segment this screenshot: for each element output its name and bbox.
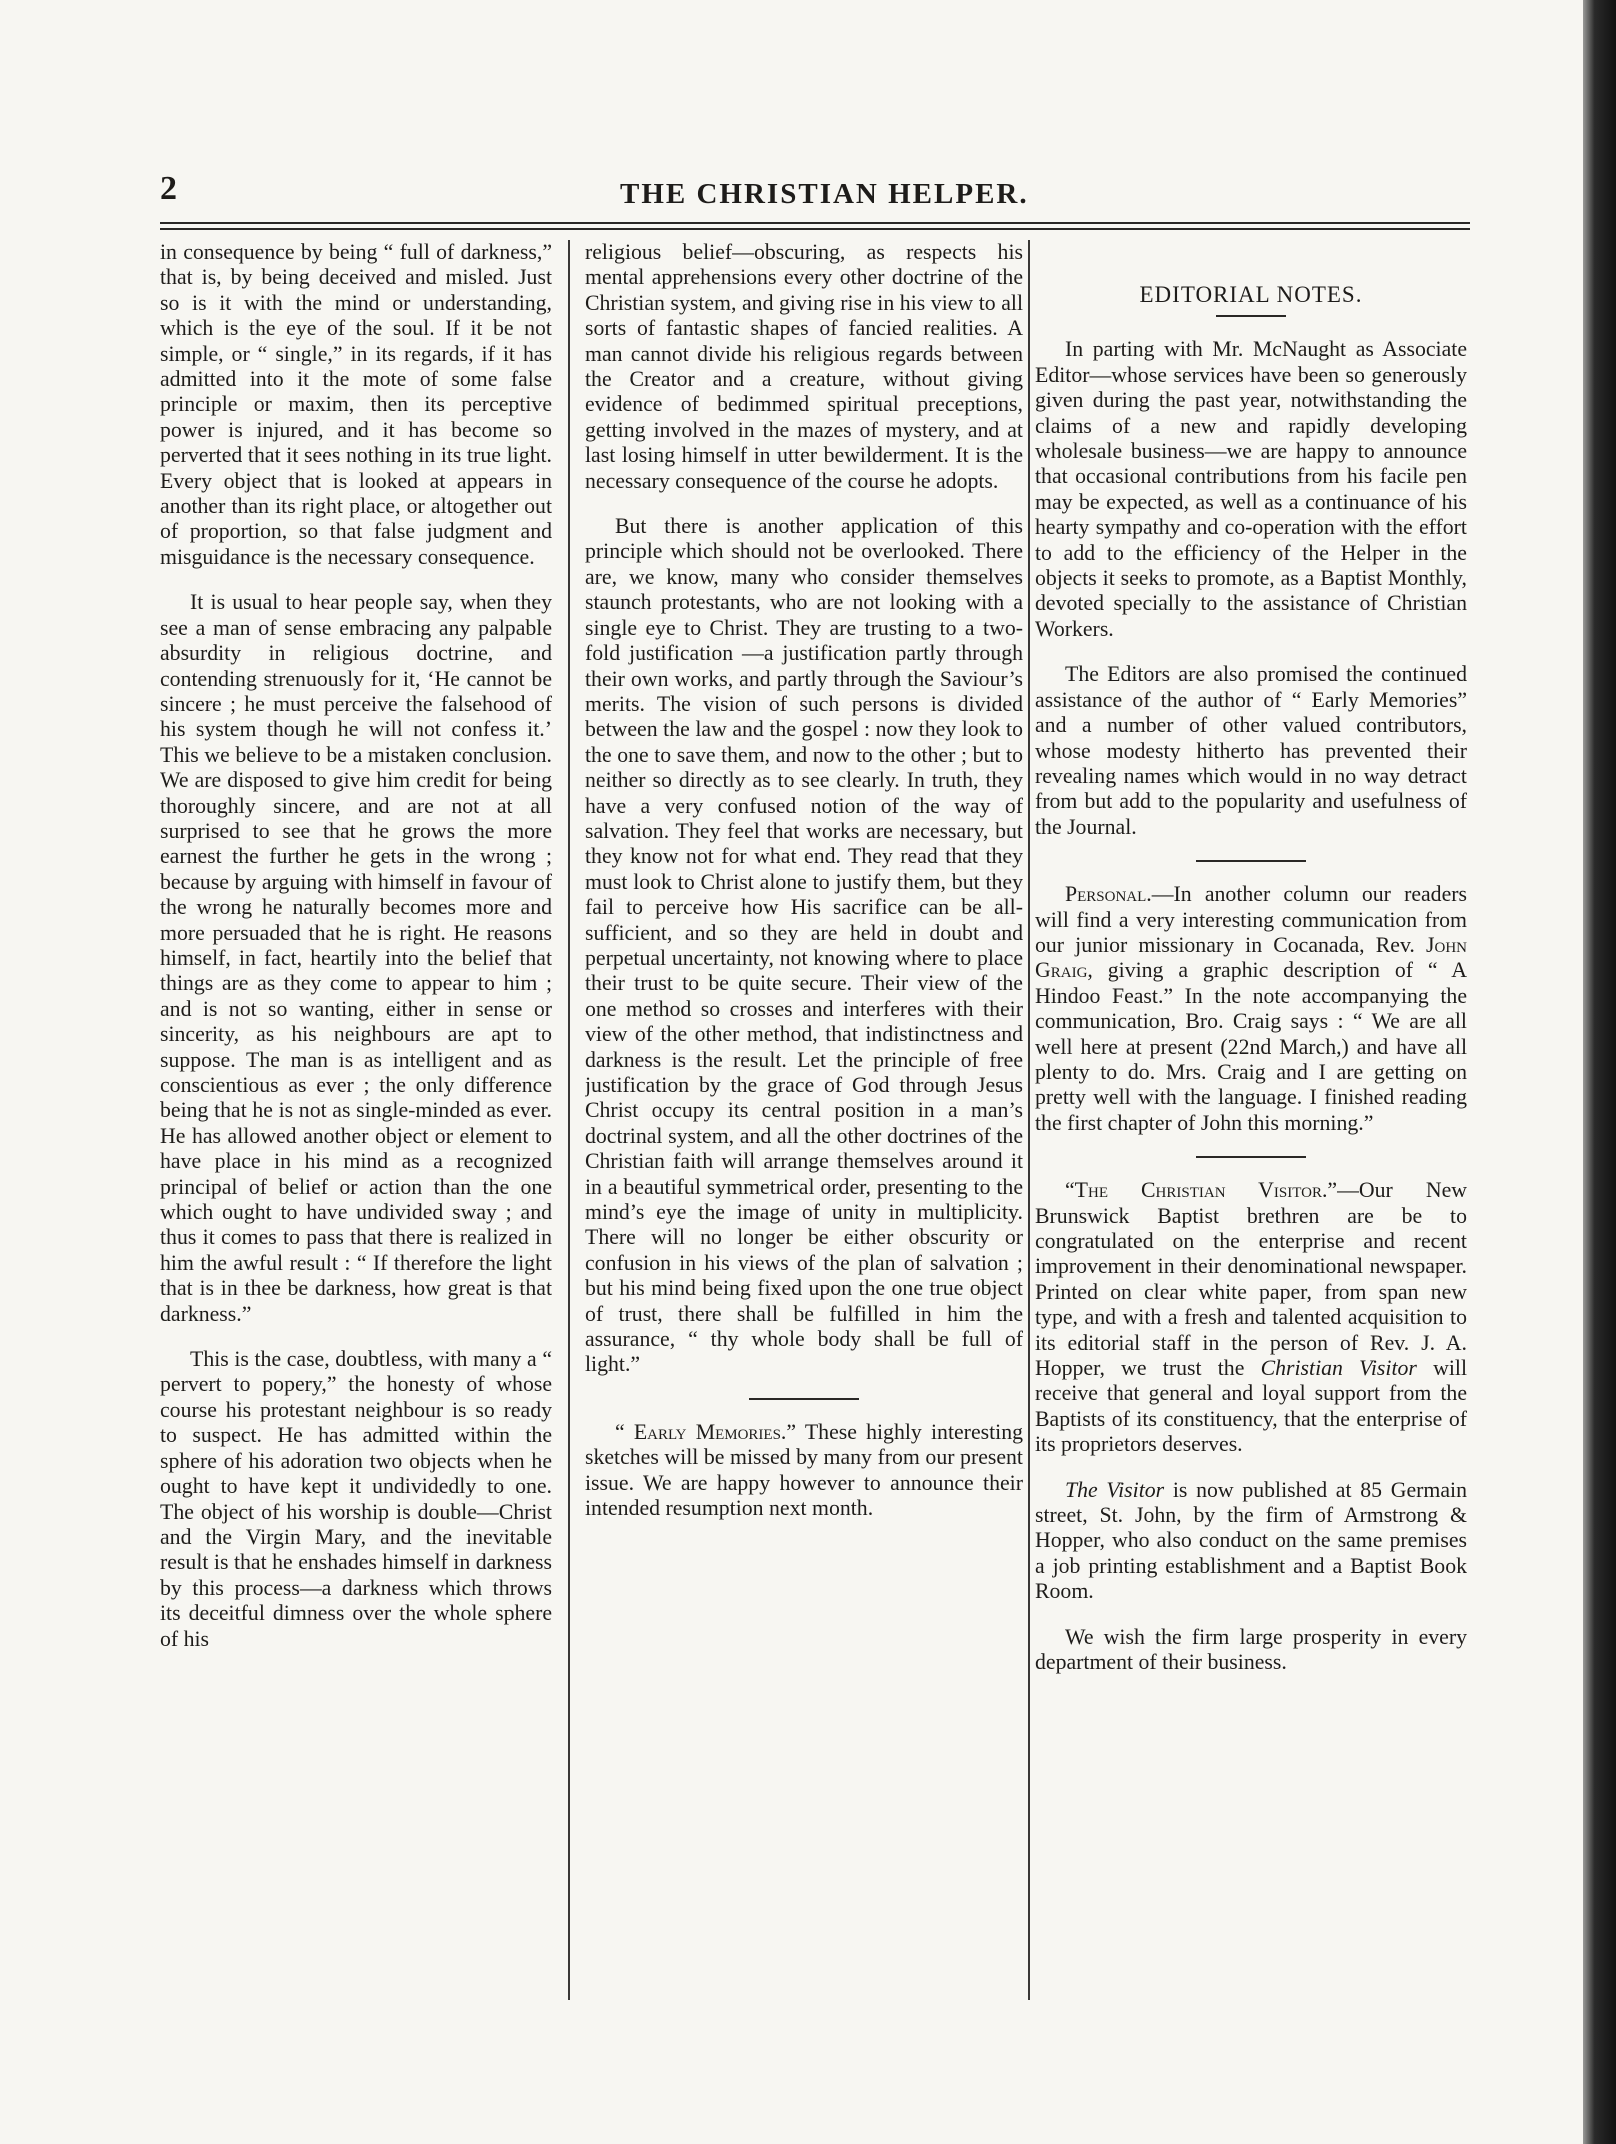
- column-2: [585, 240, 1023, 2010]
- note-lead: “The Christian Visitor.”: [1065, 1178, 1338, 1203]
- note-text: —Our New Brunswick Baptist brethren are be to congratulated on the enterprise and recent improvement in their denominational newspaper. Printed on clear white paper, from span new type, and with a fresh and talented acquisition to its editorial staff in the person of Rev. J. A. Hopper, we trust the: [1035, 1178, 1467, 1381]
- article-paragraph: This is the case, doubtless, with many a “ pervert to popery,” the honesty of whose course his protestant neighbour is so ready to suspect. He has admitted within the sphere of his adoration two objects when he ought to have kept it undividedly to one. The object of his worship is double—Christ and the Virgin Mary, and the inevitable result is that he enshades himself in darkness by this process—a darkness which throws its deceitful dimness over the whole sphere of his: [160, 1347, 552, 1651]
- heading-rule: [1216, 315, 1286, 317]
- article-paragraph: The Editors are also promised the continued assistance of the author of “ Early Memories” and a number of other valued contributors, whose modesty hitherto has prevented their revealing names which would in no way detract from but add to the popularity and usefulness of the Journal.: [1035, 662, 1467, 839]
- note-lead: Personal.: [1065, 882, 1152, 907]
- note-text: —In another column our readers will find a very interesting communication from our junior missionary in Cocanada, Rev.: [1035, 882, 1467, 957]
- visitor-address-note: [1035, 1478, 1467, 1605]
- note-text: , giving a graphic description of “ A Hindoo Feast.” In the note accompanying the communication, Bro. Craig says : “ We are all well here at present (22nd March,) and have all plenty to do. Mrs. Craig and I are getting on pretty well with the language. I finished reading the first chapter of John this morning.”: [1035, 958, 1467, 1135]
- editorial-notes-heading: EDITORIAL NOTES.: [1139, 282, 1363, 307]
- article-paragraph: In parting with Mr. McNaught as Associate Editor—whose services have been so generously given during the past year, notwithstanding the claims of a new and rapidly developing wholesale business—we are happy to announce that occasional contributions from his facile pen may be expected, as well as a continuance of his hearty sympathy and co-operation with the effort to add to the efficiency of the Helper in the objects it seeks to promote, as a Baptist Monthly, devoted specially to the assistance of Christian Workers.: [1035, 337, 1467, 641]
- early-memories-note: [585, 1420, 1023, 1522]
- personal-note: [1035, 882, 1467, 1136]
- header-rule-bottom: [160, 228, 1470, 230]
- publication-name: The Visitor: [1065, 1477, 1165, 1502]
- column-1: [160, 240, 552, 2010]
- column-divider-1: [568, 240, 570, 2000]
- masthead-title: THE CHRISTIAN HELPER.: [620, 178, 1029, 210]
- visitor-note: [1035, 1178, 1467, 1457]
- section-separator: [1196, 1156, 1306, 1158]
- header-rule-top: [160, 222, 1470, 224]
- section-separator: [749, 1398, 859, 1400]
- page-number: 2: [160, 170, 177, 207]
- note-lead: “ Early Memories.”: [615, 1419, 797, 1444]
- article-paragraph: religious belief—obscuring, as respects his mental apprehensions every other doctrine of the Christian system, and giving rise in his view to all sorts of fantastic shapes of fancied realities. A man cannot divide his religious regards between the Creator and a creature, without giving evidence of bedimmed spiritual preceptions, getting involved in the mazes of mystery, and at last losing himself in utter bewilderment. It is the necessary consequence of the course he adopts.: [585, 240, 1023, 493]
- column-divider-2: [1028, 240, 1030, 2000]
- note-text: is now published at 85 Germain street, St. John, by the firm of Armstrong & Hopper, who also conduct on the same premises a job printing establishment and a Baptist Book Room.: [1035, 1477, 1467, 1604]
- column-3: [1035, 240, 1467, 2010]
- section-separator: [1196, 860, 1306, 862]
- article-paragraph: But there is another application of this principle which should not be overlooked. There are, we know, many who consider themselves staunch protestants, who are not looking with a single eye to Christ. They are trusting to a two-fold justification —a justification partly through their own works, and partly through the Saviour’s merits. The vision of such persons is divided between the law and the gospel : now they look to the one to save them, and now to the other ; but to neither so directly as to see clearly. In truth, they have a very confused notion of the way of salvation. They feel that works are necessary, but they know not for what end. They read that they must look to Christ alone to justify them, but they fail to perceive how His sacrifice can be all-sufficient, and so they are held in doubt and perpetual uncertainty, not knowing where to place their trust to be quite secure. Their view of the one method so crosses and interferes with their view of the other method, that indistinctness and darkness is the result. Let the principle of free justification by the grace of God through Jesus Christ occupy its central position in a man’s doctrinal system, and all the other doctrines of the Christian faith will arrange themselves around it in a beautiful symmetrical order, presenting to the mind’s eye the image of unity in multiplicity. There will no longer be either obscurity or confusion in his views of the plan of salvation ; but his mind being fixed upon the one true object of trust, there shall be fulfilled in him the assurance, “ thy whole body shall be full of light.”: [585, 514, 1023, 1377]
- article-paragraph: in consequence by being “ full of darkness,” that is, by being deceived and misled. Just so is it with the mind or understanding, which is the eye of the soul. If it be not simple, or “ single,” in its regards, if it has admitted into it the mote of some false principle or maxim, then its perceptive power is injured, and it has become so perverted that it sees nothing in its true light. Every object that is looked at appears in another than its right place, or altogether out of proportion, so that false judgment and misguidance is the necessary consequence.: [160, 240, 552, 569]
- publication-name: Christian Visitor: [1260, 1356, 1417, 1381]
- note-text: will receive that general and loyal support from the Baptists of its constituency, that the enterprise of its proprietors deserves.: [1035, 1356, 1467, 1457]
- article-paragraph: We wish the firm large prosperity in every department of their business.: [1035, 1624, 1467, 1675]
- article-paragraph: It is usual to hear people say, when they see a man of sense embracing any palpable absurdity in religious doctrine, and contending strenuously for it, ‘He cannot be sincere ; he must perceive the falsehood of his system though he will not confess it.’ This we believe to be a mistaken conclusion. We are disposed to give him credit for being thoroughly sincere, and are not at all surprised to see that he grows the more earnest the further he gets in the wrong ; because by arguing with himself in favour of the wrong he naturally becomes more and more persuaded that he is right. He reasons himself, in fact, heartily into the belief that things are as they come to appear to him ; and is not so wanting, either in sense or sincerity, as his neighbours are apt to suppose. The man is as intelligent and as conscientious as ever ; the only difference being that he is not as single-minded as ever. He has allowed another object or element to have place in his mind as a recognized principal of belief or action than the one which ought to have undivided sway ; and thus it comes to pass that there is realized in him the awful result : “ If therefore the light that is in thee be darkness, how great is that darkness.”: [160, 590, 552, 1326]
- missionary-name: John Graig: [1035, 932, 1467, 983]
- note-text: These highly interesting sketches will be missed by many from our present issue. We are happy however to announce their intended resumption next month.: [585, 1419, 1023, 1521]
- page-edge-shadow: [1583, 0, 1616, 2144]
